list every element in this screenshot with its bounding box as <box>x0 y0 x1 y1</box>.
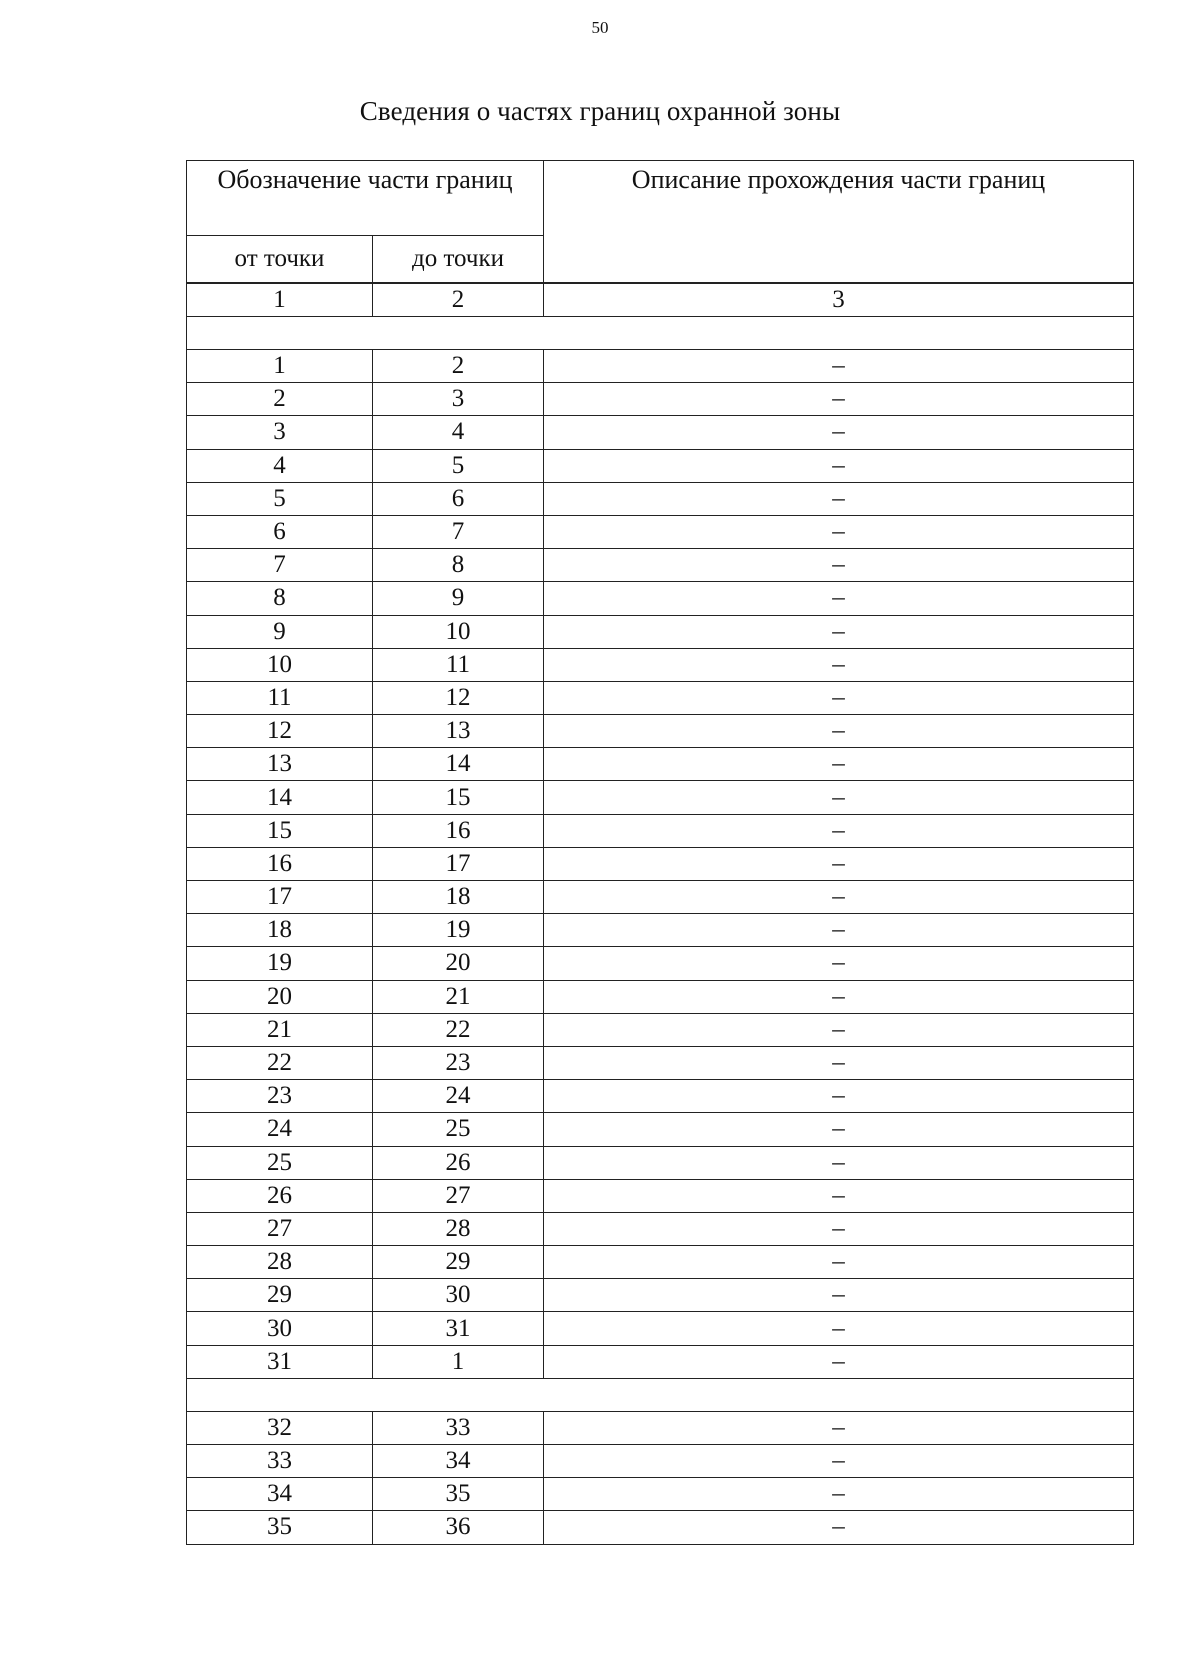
description-cell: – <box>544 482 1134 515</box>
table-row <box>187 748 1134 781</box>
to-point-cell: 34 <box>373 1445 544 1478</box>
column-number-3: 3 <box>544 283 1134 317</box>
from-point-cell: 15 <box>187 814 373 847</box>
table-row <box>187 615 1134 648</box>
section-row <box>187 1378 1134 1411</box>
to-point-cell: 22 <box>373 1013 544 1046</box>
to-point-cell: 4 <box>373 416 544 449</box>
description-cell: – <box>544 416 1134 449</box>
description-cell: – <box>544 748 1134 781</box>
description-cell: – <box>544 1312 1134 1345</box>
column-number-2: 2 <box>373 283 544 317</box>
from-point-cell: 20 <box>187 980 373 1013</box>
description-cell: – <box>544 350 1134 383</box>
table-row <box>187 1411 1134 1444</box>
to-point-cell: 35 <box>373 1478 544 1511</box>
table-row <box>187 449 1134 482</box>
table-row <box>187 1246 1134 1279</box>
header-description: Описание прохождения части границ <box>544 161 1134 284</box>
to-point-cell: 24 <box>373 1080 544 1113</box>
description-cell: – <box>544 681 1134 714</box>
to-point-cell: 7 <box>373 515 544 548</box>
from-point-cell: 9 <box>187 615 373 648</box>
to-point-cell: 16 <box>373 814 544 847</box>
table-row <box>187 648 1134 681</box>
table-row <box>187 1212 1134 1245</box>
description-cell: – <box>544 582 1134 615</box>
table-row <box>187 383 1134 416</box>
to-point-cell: 15 <box>373 781 544 814</box>
header-from-point: от точки <box>187 236 373 284</box>
to-point-cell: 19 <box>373 914 544 947</box>
table-row <box>187 980 1134 1013</box>
from-point-cell: 22 <box>187 1046 373 1079</box>
from-point-cell: 1 <box>187 350 373 383</box>
from-point-cell: 18 <box>187 914 373 947</box>
from-point-cell: 35 <box>187 1511 373 1544</box>
from-point-cell: 6 <box>187 515 373 548</box>
description-cell: – <box>544 615 1134 648</box>
table-body <box>187 317 1134 1545</box>
description-cell: – <box>544 1046 1134 1079</box>
column-number-1: 1 <box>187 283 373 317</box>
description-cell: – <box>544 1080 1134 1113</box>
table-row <box>187 1113 1134 1146</box>
boundary-parts-table <box>186 160 1134 1545</box>
to-point-cell: 30 <box>373 1279 544 1312</box>
table-row <box>187 350 1134 383</box>
table-row <box>187 1080 1134 1113</box>
from-point-cell: 23 <box>187 1080 373 1113</box>
from-point-cell: 2 <box>187 383 373 416</box>
description-cell: – <box>544 980 1134 1013</box>
to-point-cell: 18 <box>373 881 544 914</box>
description-cell: – <box>544 515 1134 548</box>
description-cell: – <box>544 715 1134 748</box>
table-row <box>187 515 1134 548</box>
from-point-cell: 17 <box>187 881 373 914</box>
from-point-cell: 21 <box>187 1013 373 1046</box>
to-point-cell: 27 <box>373 1179 544 1212</box>
description-cell: – <box>544 847 1134 880</box>
table-row <box>187 814 1134 847</box>
page-title: Сведения о частях границ охранной зоны <box>359 96 841 126</box>
to-point-cell: 23 <box>373 1046 544 1079</box>
from-point-cell: 25 <box>187 1146 373 1179</box>
from-point-cell: 5 <box>187 482 373 515</box>
description-cell: – <box>544 1511 1134 1544</box>
from-point-cell: 28 <box>187 1246 373 1279</box>
header-to-point: до точки <box>373 236 544 284</box>
table-row <box>187 1046 1134 1079</box>
description-cell: – <box>544 1246 1134 1279</box>
to-point-cell: 11 <box>373 648 544 681</box>
from-point-cell: 33 <box>187 1445 373 1478</box>
from-point-cell: 11 <box>187 681 373 714</box>
from-point-cell: 32 <box>187 1411 373 1444</box>
table-row <box>187 1312 1134 1345</box>
from-point-cell: 3 <box>187 416 373 449</box>
table-row <box>187 847 1134 880</box>
table-row <box>187 781 1134 814</box>
table-row <box>187 416 1134 449</box>
from-point-cell: 10 <box>187 648 373 681</box>
to-point-cell: 33 <box>373 1411 544 1444</box>
to-point-cell: 25 <box>373 1113 544 1146</box>
description-cell: – <box>544 781 1134 814</box>
table-row <box>187 715 1134 748</box>
from-point-cell: 19 <box>187 947 373 980</box>
to-point-cell: 36 <box>373 1511 544 1544</box>
table-row <box>187 1478 1134 1511</box>
table-row <box>187 549 1134 582</box>
to-point-cell: 26 <box>373 1146 544 1179</box>
table-row <box>187 1279 1134 1312</box>
from-point-cell: 8 <box>187 582 373 615</box>
to-point-cell: 31 <box>373 1312 544 1345</box>
table-row <box>187 482 1134 515</box>
to-point-cell: 21 <box>373 980 544 1013</box>
description-cell: – <box>544 1179 1134 1212</box>
to-point-cell: 14 <box>373 748 544 781</box>
table-row <box>187 681 1134 714</box>
description-cell: – <box>544 1478 1134 1511</box>
from-point-cell: 30 <box>187 1312 373 1345</box>
description-cell: – <box>544 383 1134 416</box>
table-row <box>187 1013 1134 1046</box>
to-point-cell: 17 <box>373 847 544 880</box>
page-number: 50 <box>591 18 609 37</box>
to-point-cell: 5 <box>373 449 544 482</box>
from-point-cell: 24 <box>187 1113 373 1146</box>
from-point-cell: 27 <box>187 1212 373 1245</box>
from-point-cell: 13 <box>187 748 373 781</box>
from-point-cell: 26 <box>187 1179 373 1212</box>
table-row <box>187 1511 1134 1544</box>
description-cell: – <box>544 947 1134 980</box>
to-point-cell: 1 <box>373 1345 544 1378</box>
from-point-cell: 16 <box>187 847 373 880</box>
to-point-cell: 3 <box>373 383 544 416</box>
table-row <box>187 914 1134 947</box>
description-cell: – <box>544 881 1134 914</box>
table-row <box>187 881 1134 914</box>
to-point-cell: 8 <box>373 549 544 582</box>
description-cell: – <box>544 1445 1134 1478</box>
to-point-cell: 2 <box>373 350 544 383</box>
description-cell: – <box>544 1146 1134 1179</box>
from-point-cell: 4 <box>187 449 373 482</box>
from-point-cell: 29 <box>187 1279 373 1312</box>
from-point-cell: 14 <box>187 781 373 814</box>
from-point-cell: 31 <box>187 1345 373 1378</box>
to-point-cell: 13 <box>373 715 544 748</box>
header-part-designation: Обозначение части границ <box>187 161 544 236</box>
table-row <box>187 582 1134 615</box>
table-row <box>187 1445 1134 1478</box>
description-cell: – <box>544 1212 1134 1245</box>
section-row <box>187 317 1134 350</box>
description-cell: – <box>544 648 1134 681</box>
description-cell: – <box>544 1345 1134 1378</box>
to-point-cell: 6 <box>373 482 544 515</box>
description-cell: – <box>544 549 1134 582</box>
to-point-cell: 10 <box>373 615 544 648</box>
description-cell: – <box>544 1279 1134 1312</box>
section-label <box>187 1378 1134 1411</box>
description-cell: – <box>544 814 1134 847</box>
to-point-cell: 29 <box>373 1246 544 1279</box>
description-cell: – <box>544 449 1134 482</box>
table-row <box>187 947 1134 980</box>
from-point-cell: 7 <box>187 549 373 582</box>
table-row <box>187 1345 1134 1378</box>
description-cell: – <box>544 1113 1134 1146</box>
description-cell: – <box>544 1013 1134 1046</box>
table-row <box>187 1146 1134 1179</box>
to-point-cell: 9 <box>373 582 544 615</box>
table-row <box>187 1179 1134 1212</box>
section-label <box>187 317 1134 350</box>
description-cell: – <box>544 914 1134 947</box>
from-point-cell: 34 <box>187 1478 373 1511</box>
description-cell: – <box>544 1411 1134 1444</box>
to-point-cell: 12 <box>373 681 544 714</box>
to-point-cell: 20 <box>373 947 544 980</box>
boundary-parts-table-container <box>186 160 1134 1545</box>
to-point-cell: 28 <box>373 1212 544 1245</box>
from-point-cell: 12 <box>187 715 373 748</box>
